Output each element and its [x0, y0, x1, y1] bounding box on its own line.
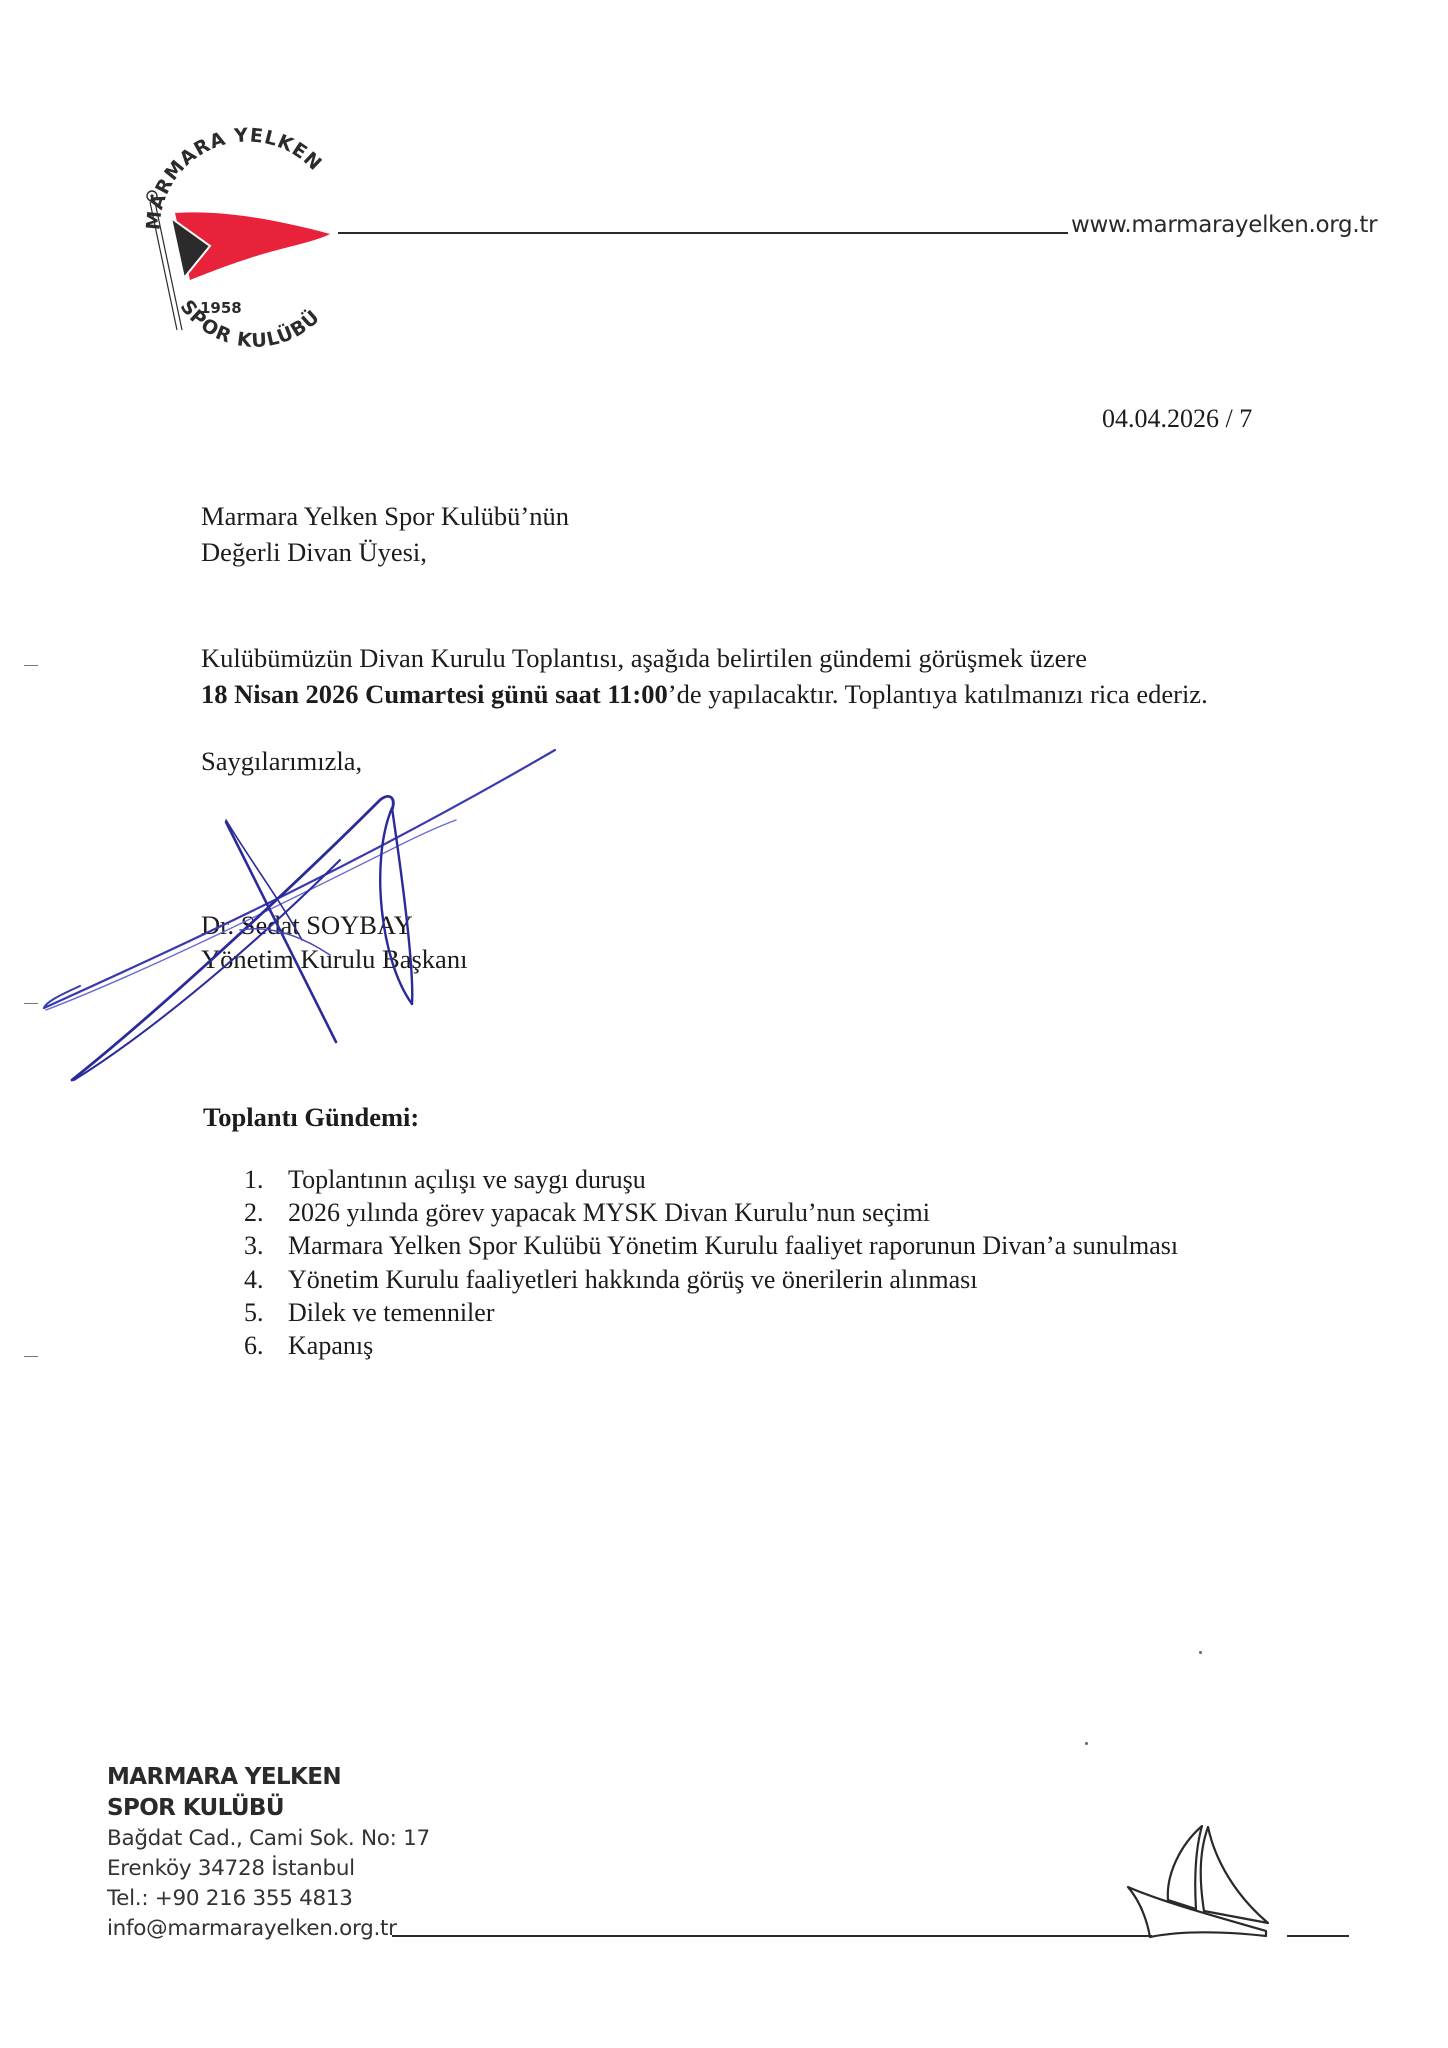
salutation-line-2: Değerli Divan Üyesi, — [201, 537, 427, 567]
agenda-item-number: 5. — [244, 1297, 264, 1327]
meeting-datetime: 18 Nisan 2026 Cumartesi günü saat 11:00 — [201, 679, 668, 709]
agenda-item-text: Marmara Yelken Spor Kulübü Yönetim Kurulu faaliyet raporunun Divan’a sunulması — [288, 1231, 1179, 1261]
agenda-item-text: Yönetim Kurulu faaliyetleri hakkında görüş ve önerilerin alınması — [288, 1264, 978, 1294]
header-rule — [338, 232, 1068, 234]
agenda-item — [244, 1196, 1178, 1229]
agenda-item-number: 1. — [244, 1165, 264, 1194]
footer-rule-end — [1287, 1935, 1349, 1937]
agenda-item-number: 4. — [244, 1264, 264, 1294]
agenda-item-number: 6. — [244, 1331, 264, 1361]
agenda-item-text: Toplantının açılışı ve saygı duruşu — [288, 1165, 646, 1194]
logo-arc-bottom: SPOR KULÜBÜ — [175, 295, 325, 353]
salutation-line-1: Marmara Yelken Spor Kulübü’nün — [201, 501, 570, 531]
salutation — [201, 498, 569, 570]
pennant-flag-icon — [171, 212, 330, 280]
agenda-title: Toplantı Gündemi: — [203, 1102, 420, 1132]
club-logo — [130, 118, 365, 353]
agenda-item — [244, 1329, 1178, 1362]
reference-date: 04.04.2026 / 7 — [1102, 404, 1253, 433]
paragraph-line-2 — [201, 676, 1208, 712]
scan-speck — [1085, 1742, 1088, 1745]
agenda-item-number: 2. — [244, 1198, 264, 1228]
agenda-item-text: 2026 yılında görev yapacak MYSK Divan Kurulu’nun seçimi — [288, 1198, 930, 1228]
signatory-title: Yönetim Kurulu Başkanı — [201, 944, 468, 974]
logo-arc-top: MARMARA YELKEN — [142, 124, 327, 232]
paragraph-line-1: Kulübümüzün Divan Kurulu Toplantısı, aşağıda belirtilen gündemi görüşmek üzere — [201, 643, 1087, 673]
agenda-item — [244, 1229, 1178, 1262]
fold-mark — [24, 1003, 38, 1004]
footer-org-line-1: MARMARA YELKEN — [107, 1764, 342, 1790]
footer-email[interactable]: info@marmarayelken.org.tr — [107, 1916, 397, 1941]
logo-year: 1958 — [200, 299, 242, 317]
website-link[interactable]: www.marmarayelken.org.tr — [1071, 212, 1378, 238]
fold-mark — [24, 1356, 38, 1357]
signatory-name: Dr. Sedat SOYBAY — [201, 910, 413, 940]
agenda-list — [244, 1163, 1178, 1362]
footer-address-block — [107, 1762, 430, 1944]
signatory-block — [201, 908, 467, 976]
fold-mark — [24, 665, 38, 666]
invitation-paragraph — [201, 640, 1208, 712]
agenda-item — [244, 1296, 1178, 1329]
paragraph-line-2-rest: ’de yapılacaktır. Toplantıya katılmanızı rica ederiz. — [667, 679, 1208, 709]
agenda-item — [244, 1263, 1178, 1296]
sailboat-icon — [1120, 1815, 1290, 1945]
agenda-item — [244, 1163, 1178, 1196]
footer-phone[interactable]: Tel.: +90 216 355 4813 — [107, 1886, 353, 1911]
footer-address-line-2: Erenköy 34728 İstanbul — [107, 1856, 355, 1881]
closing: Saygılarımızla, — [201, 746, 363, 776]
agenda-item-text: Dilek ve temenniler — [288, 1297, 495, 1327]
footer-org-line-2: SPOR KULÜBÜ — [107, 1795, 284, 1821]
footer-address-line-1: Bağdat Cad., Cami Sok. No: 17 — [107, 1826, 430, 1851]
footer-rule — [392, 1935, 1152, 1937]
agenda-item-text: Kapanış — [288, 1331, 374, 1361]
scan-speck — [1199, 1651, 1202, 1654]
agenda-item-number: 3. — [244, 1231, 264, 1261]
